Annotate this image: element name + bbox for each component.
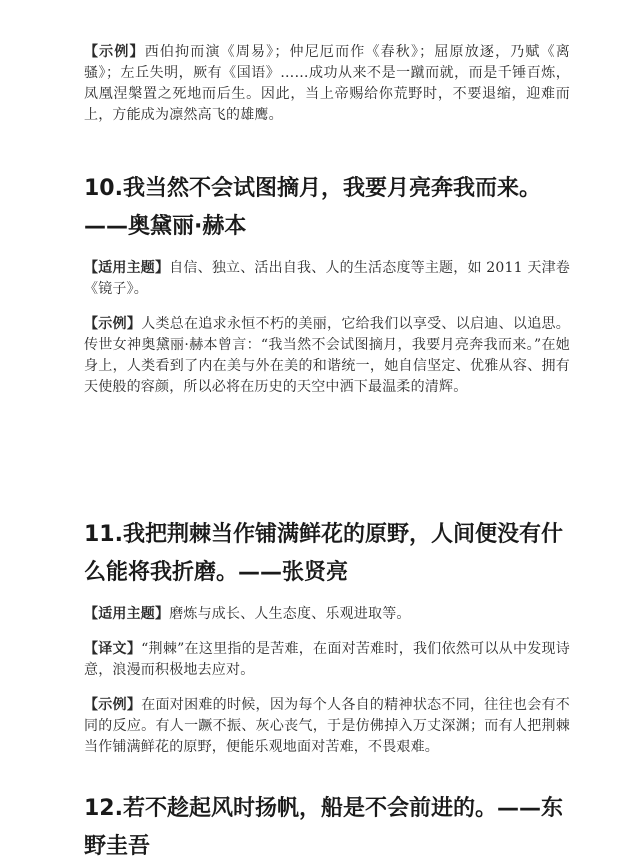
example-paragraph (84, 42, 570, 126)
quote-11-example-paragraph (84, 695, 570, 758)
section-example-continued (84, 42, 570, 126)
theme-text: 自信、独立、活出自我、人的生活态度等主题，如 2011 天津卷《镜子》。 (84, 260, 570, 297)
translation-text: “荆棘”在这里指的是苦难，在面对苦难时，我们依然可以从中发现诗意，浪漫而积极地去应对。 (84, 641, 570, 678)
example-tag: 【示例】 (84, 44, 145, 60)
theme-text: 磨炼与成长、人生态度、乐观进取等。 (169, 606, 411, 622)
example-text: 人类总在追求永恒不朽的美丽，它给我们以享受、以启迪、以追思。传世女神奥黛丽·赫本曾言：“我当然不会试图摘月，我要月亮奔我而来。”在她身上，人类看到了内在美与外在美的和谐统一，她自信坚定、优雅从容、拥有天使般的容颜，所以必将在历史的天空中洒下最温柔的清辉。 (84, 316, 570, 395)
example-text: 在面对困难的时候，因为每个人各自的精神状态不同，往往也会有不同的反应。有人一蹶不振、灰心丧气，于是仿佛掉入万丈深渊；而有人把荆棘当作铺满鲜花的原野，便能乐观地面对苦难，不畏艰难。 (84, 697, 570, 755)
translation-tag: 【译文】 (84, 641, 142, 657)
quote-10-example-paragraph (84, 314, 570, 398)
quote-11-heading: 11.我把荆棘当作铺满鲜花的原野，人间便没有什么能将我折磨。——张贤亮 (84, 522, 563, 585)
quote-11-translation-paragraph (84, 639, 570, 681)
quote-12-heading: 12.若不趁起风时扬帆，船是不会前进的。——东野圭吾 (84, 796, 563, 859)
section-quote-12 (84, 790, 570, 866)
quote-11-theme-paragraph (84, 604, 570, 625)
section-quote-10 (84, 170, 570, 398)
theme-tag: 【适用主题】 (84, 606, 170, 622)
quote-10-theme-paragraph (84, 258, 570, 300)
quote-10-heading: 10.我当然不会试图摘月，我要月亮奔我而来。——奥黛丽·赫本 (84, 176, 541, 239)
theme-tag: 【适用主题】 (84, 260, 170, 276)
section-quote-11 (84, 516, 570, 758)
example-tag: 【示例】 (84, 697, 142, 713)
example-tag: 【示例】 (84, 316, 142, 332)
example-text: 西伯拘而演《周易》；仲尼厄而作《春秋》；屈原放逐，乃赋《离骚》；左丘失明，厥有《国语》……成功从来不是一蹴而就，而是千锤百炼，凤凰涅槃置之死地而后生。因此，当上帝赐给你荒野时，不要退缩，迎难而上，方能成为凛然高飞的雄鹰。 (84, 44, 570, 123)
